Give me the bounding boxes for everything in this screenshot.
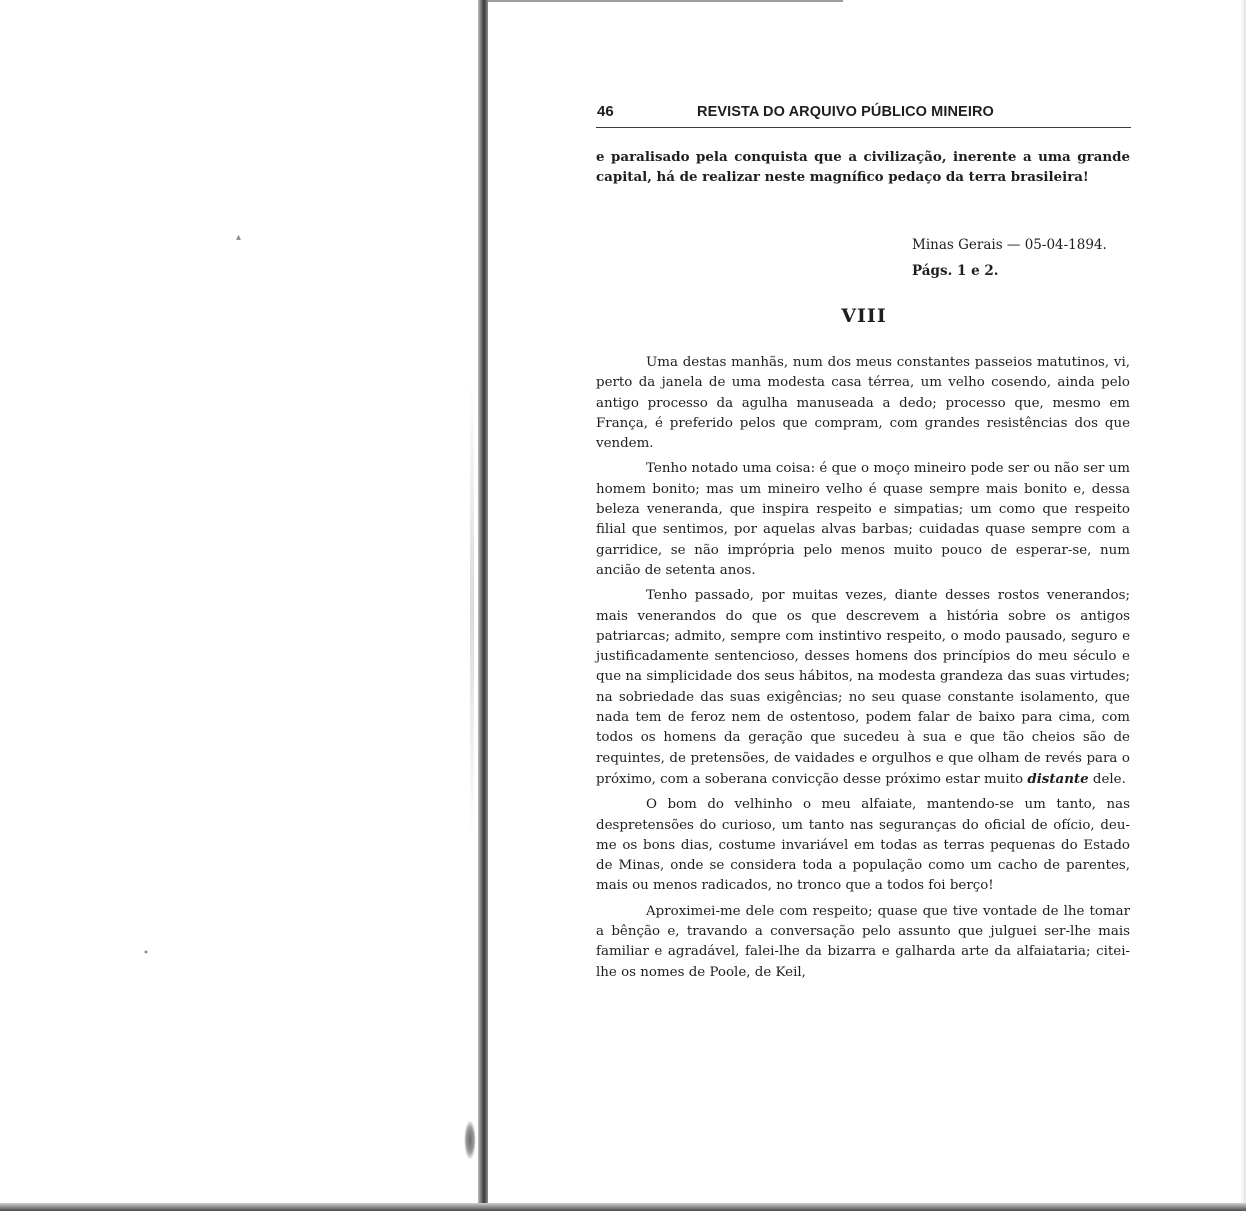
pages-line: Págs. 1 e 2.: [912, 263, 999, 279]
emphasized-word: distante: [1027, 770, 1089, 787]
page-top-edge: [488, 0, 843, 2]
page-right-edge: [1240, 0, 1246, 1211]
book-gutter: [478, 0, 488, 1211]
source-line: Minas Gerais — 05-04-1894.: [912, 237, 1107, 253]
paragraph-text: dele.: [1088, 771, 1126, 787]
page-bottom-edge: [0, 1203, 1246, 1211]
paragraph-text: Tenho passado, por muitas vezes, diante desses rostos venerandos; mais venerandos do que os que descrevem a história sobre os antigos patriarcas; admito, sempre com instintivo respeito, o modo pausado, seguro e justificadamente sentencioso, desses homens dos princípios do meu século e que na simplicidade dos seus hábitos, na modesta grandeza das suas virtudes; na sobriedade das suas exigências; no seu quase constante isolamento, que nada tem de feroz nem de ostentoso, podem falar de baixo para cima, com todos os homens da geração que sucedeu à sua e que tão cheios são de requintes, de pretensões, de vaidades e orgulhos e que olham de revés para o próximo, com a soberana convicção desse próximo estar muito: [596, 588, 1130, 787]
body-paragraph: Uma destas manhãs, num dos meus constantes passeios matutinos, vi, perto da janela de uma modesta casa térrea, um velho cosendo, ainda pelo antigo processo da agulha manuseada a dedo; processo que, mesmo em França, é preferido pelos que compram, com grandes resistências dos que vendem.: [596, 355, 1130, 452]
header-rule: [596, 127, 1131, 128]
gutter-shadow: [470, 380, 474, 840]
opening-paragraph: e paralisado pela conquista que a civilização, inerente a uma grande capital, há de realizar neste magnífico pedaço da terra brasileira!: [596, 149, 1130, 186]
blank-left-page: [0, 0, 476, 1211]
chapter-body: [596, 348, 1130, 983]
body-paragraph: [596, 586, 1130, 790]
opening-text: [596, 147, 1130, 188]
running-title: REVISTA DO ARQUIVO PÚBLICO MINEIRO: [697, 104, 994, 120]
paper-speck: ▴: [236, 232, 242, 243]
page-number: 46: [597, 103, 614, 120]
body-paragraph: Tenho notado uma coisa: é que o moço mineiro pode ser ou não ser um homem bonito; mas um mineiro velho é quase sempre mais bonito e, dessa beleza veneranda, que inspira respeito e simpatias; um como que respeito filial que sentimos, por aquelas alvas barbas; cuidadas quase sempre com a garridice, se não imprópria pelo menos muito pouco de esperar-se, num ancião de setenta anos.: [596, 461, 1130, 578]
binding-mark: [464, 1120, 476, 1160]
signature-block: [912, 232, 1107, 284]
chapter-heading: VIII: [841, 305, 887, 327]
paper-speck: •: [143, 948, 149, 959]
body-paragraph: Aproximei-me dele com respeito; quase que tive vontade de lhe tomar a bênção e, travando a conversação pelo assunto que julguei ser-lhe mais familiar e agradável, falei-lhe da bizarra e galharda arte da alfaiataria; citei-lhe os nomes de Poole, de Keil,: [596, 903, 1130, 980]
body-paragraph: O bom do velhinho o meu alfaiate, mantendo-se um tanto, nas despretensões do curioso, um tanto nas seguranças do oficial de ofício, deu-me os bons dias, costume invariável em todas as terras pequenas do Estado de Minas, onde se considera toda a população como um cacho de parentes, mais ou menos radicados, no tronco que a todos foi berço!: [596, 797, 1130, 894]
